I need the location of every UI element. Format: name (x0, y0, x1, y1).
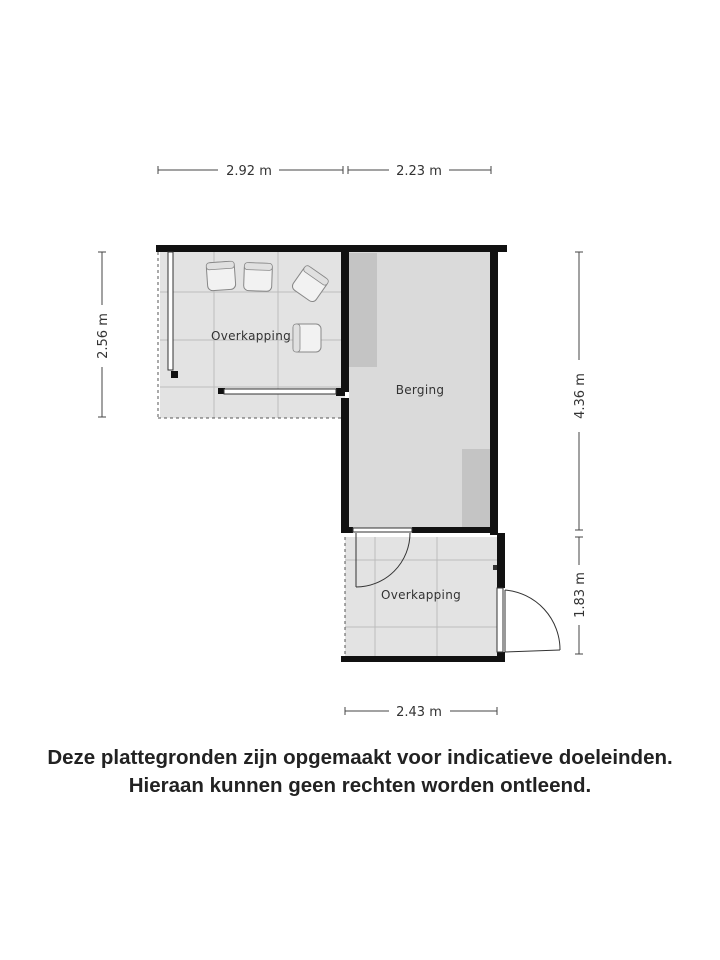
dimension-right-upper: 4.36 m (573, 373, 588, 419)
room-label-berging: Berging (395, 383, 445, 397)
sliding-rail (224, 389, 336, 394)
dimension-bottom: 2.43 m (396, 705, 442, 720)
dimension-right-lower: 1.83 m (573, 572, 588, 618)
wall-fixture (493, 565, 497, 570)
disclaimer-line-2: Hieraan kunnen geen rechten worden ontleend. (128, 774, 592, 797)
dimension-top-right: 2.23 m (396, 164, 442, 179)
outer-door (497, 588, 560, 652)
dimension-left: 2.56 m (96, 313, 111, 359)
chair-1 (206, 261, 236, 291)
chair-2 (244, 263, 273, 292)
dimension-top-left: 2.92 m (226, 164, 272, 179)
shelf-bottom (462, 449, 490, 527)
room-label-overkapping-bottom: Overkapping (380, 588, 462, 602)
shelf-top (349, 253, 377, 367)
room-label-overkapping-top: Overkapping (210, 329, 292, 343)
chair-4 (293, 324, 321, 352)
disclaimer-line-1: Deze plattegronden zijn opgemaakt voor indicatieve doeleinden. (47, 746, 673, 769)
canopy-post (168, 252, 173, 370)
